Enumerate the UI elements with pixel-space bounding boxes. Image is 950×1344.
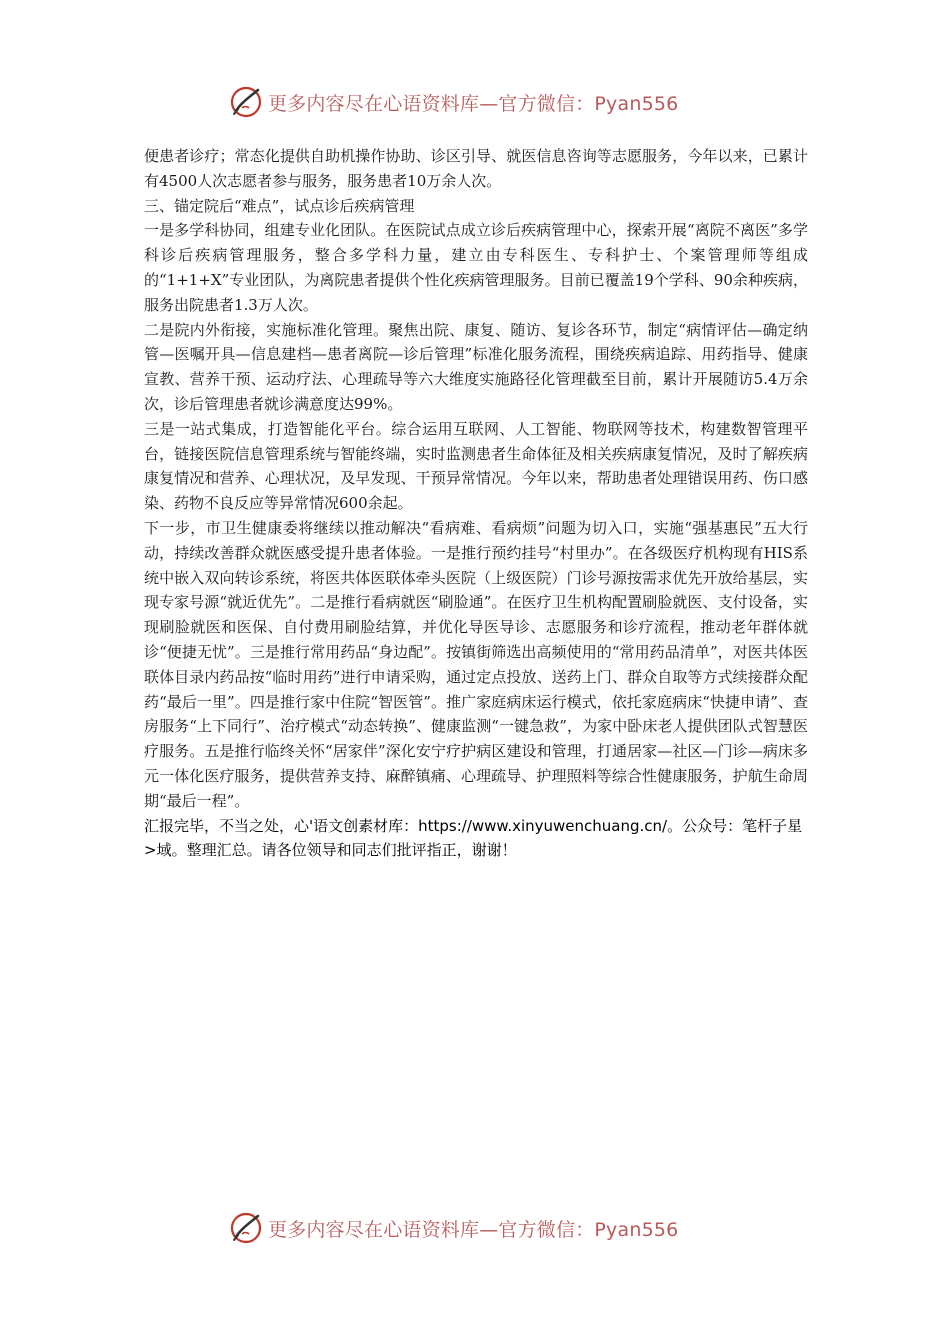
paragraph-next-steps: 下一步，市卫生健康委将继续以推动解决“看病难、看病烦”问题为切入口，实施“强基惠民”五大行动，持续改善群众就医感受提升患者体验。一是推行预约挂号“村里办”。在各级医疗机构现有HIS系统中嵌入双向转诊系统，将医共体医联体牵头医院（上级医院）门诊号源按需求优先开放给基层，实现专家号源“就近优先”。二是推行看病就医“刷脸通”。在医疗卫生机构配置刷脸就医、支付设备，实现刷脸就医和医保、自付费用刷脸结算，并优化导医导诊、志愿服务和诊疗流程，推动老年群体就诊“便捷无忧”。三是推行常用药品“身边配”。按镇街筛选出高频使用的“常用药品清单”，对医共体医联体目录内药品按“临时用药”进行申请采购，通过定点投放、送药上门、群众自取等方式续接群众配药“最后一里”。四是推行家中住院“智医管”。推广家庭病床运行模式，依托家庭病床“快捷申请”、查房服务“上下同行”、治疗模式“动态转换”、健康监测“一键急救”，为家中卧床老人提供团队式智慧医疗服务。五是推行临终关怀“居家伴”深化安宁疗护病区建设和管理，打通居家—社区—门诊—病床多元一体化医疗服务，提供营养支持、麻醉镇痛、心理疏导、护理照料等综合性健康服务，护航生命周期“最后一程”。 [144, 518, 808, 810]
section-heading-post-diagnosis: 三、锚定院后“难点”，试点诊后疾病管理 [144, 196, 415, 215]
footer-banner [228, 1208, 728, 1248]
paragraph-multidisciplinary: 一是多学科协同，组建专业化团队。在医院试点成立诊后疾病管理中心，探索开展“离院不离医”多学科诊后疾病管理服务，整合多学科力量，建立由专科医生、专科护士、个案管理师等组成的“1+1+X”专业团队，为离院患者提供个性化疾病管理服务。目前已覆盖19个学科、90余种疾病，服务出院患者1.3万人次。 [144, 221, 808, 314]
closing-remarks: 汇报完毕，不当之处，心'语文创素材库：https://www.xinyuwenchuang.cn/。公众号：笔杆子星>域。整理汇总。请各位领导和同志们批评指正，谢谢！ [144, 816, 803, 860]
paragraph-standardized-management: 二是院内外衔接，实施标准化管理。聚焦出院、康复、随访、复诊各环节，制定“病情评估—确定纳管—医嘱开具—信息建档—患者离院—诊后管理”标准化服务流程，围绕疾病追踪、用药指导、健康宣教、营养干预、运动疗法、心理疏导等六大维度实施路径化管理截至目前，累计开展随访5.4万余次，诊后管理患者就诊满意度达99%。 [144, 320, 808, 413]
footer-banner-text: 更多内容尽在心语资料库—官方微信：Pyan556 [268, 1218, 679, 1241]
paragraph-volunteer-service: 便患者诊疗；常态化提供自助机操作协助、诊区引导、就医信息咨询等志愿服务，今年以来，已累计有4500人次志愿者参与服务，服务患者10万余人次。 [144, 147, 808, 190]
header-banner-text: 更多内容尽在心语资料库—官方微信：Pyan556 [268, 92, 679, 115]
pen-logo-icon [228, 1210, 264, 1246]
document-body [144, 144, 808, 863]
paragraph-smart-platform: 三是一站式集成，打造智能化平台。综合运用互联网、人工智能、物联网等技术，构建数智管理平台，链接医院信息管理系统与智能终端，实时监测患者生命体征及相关疾病康复情况，及时了解疾病康复情况和营养、心理状况，及早发现、干预异常情况。今年以来，帮助患者处理错误用药、伤口感染、药物不良反应等异常情况600余起。 [144, 419, 808, 513]
header-banner [228, 82, 728, 122]
pen-logo-icon [228, 84, 264, 120]
